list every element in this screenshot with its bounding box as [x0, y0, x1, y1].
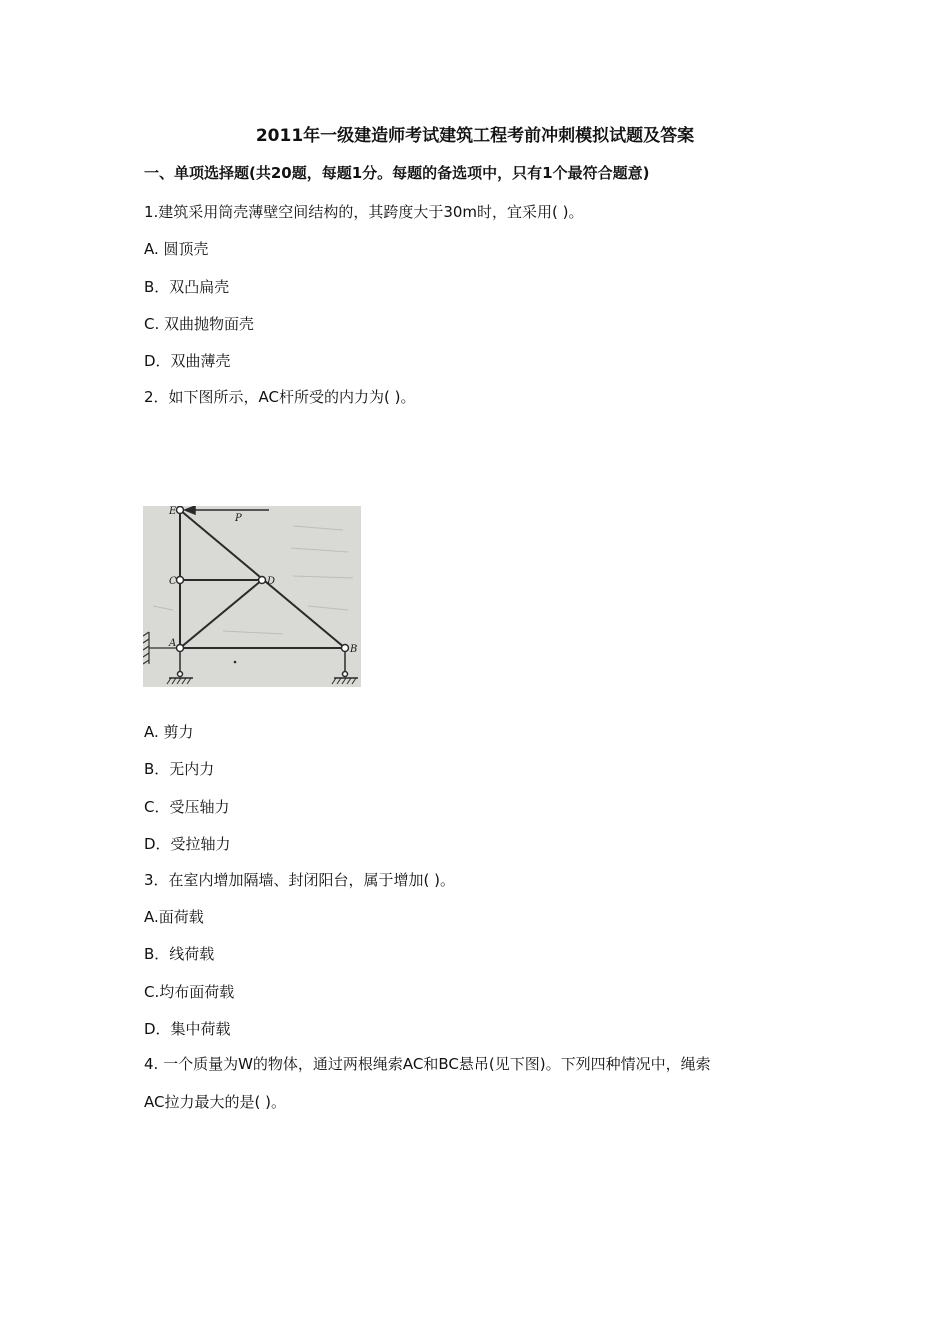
section-heading: 一、单项选择题(共20题，每题1分。每题的备选项中，只有1个最符合题意)	[144, 164, 650, 182]
joint-e	[177, 507, 184, 514]
label-e: E	[169, 506, 177, 517]
question-1-option-b: B．双凸扁壳	[144, 278, 230, 296]
question-4-stem-line-1: 4. 一个质量为W的物体，通过两根绳索AC和BC悬吊(见下图)。下列四种情况中，绳索	[144, 1055, 711, 1073]
label-a: A	[169, 638, 177, 649]
truss-figure	[143, 506, 361, 687]
question-3-stem: 3．在室内增加隔墙、封闭阳台，属于增加( )。	[144, 871, 456, 889]
question-1-stem: 1.建筑采用筒壳薄壁空间结构的，其跨度大于30m时，宜采用( )。	[144, 203, 584, 221]
truss-diagram	[143, 506, 361, 687]
member-ad	[180, 580, 262, 648]
joint-c	[177, 577, 184, 584]
question-4-stem-line-2: AC拉力最大的是( )。	[144, 1093, 286, 1111]
question-3-option-d: D．集中荷载	[144, 1020, 231, 1038]
question-1-option-c: C. 双曲抛物面壳	[144, 315, 255, 333]
question-3-option-b: B．线荷载	[144, 945, 215, 963]
document-title: 2011年一级建造师考试建筑工程考前冲刺模拟试题及答案	[255, 126, 695, 146]
joint-a	[177, 645, 184, 652]
question-3-option-c: C.均布面荷载	[144, 983, 235, 1001]
joint-d	[259, 577, 266, 584]
joint-b	[342, 645, 349, 652]
question-1-option-a: A. 圆顶壳	[144, 240, 209, 258]
question-3-option-a: A.面荷载	[144, 908, 204, 926]
question-2-option-c: C．受压轴力	[144, 798, 230, 816]
label-p: P	[235, 513, 242, 524]
question-2-stem: 2．如下图所示，AC杆所受的内力为( )。	[144, 388, 416, 406]
label-d: D	[267, 576, 276, 587]
speck-dot	[234, 661, 237, 664]
load-arrow-p	[185, 506, 269, 514]
question-2-option-d: D．受拉轴力	[144, 835, 231, 853]
support-a	[167, 652, 193, 684]
label-c: C	[169, 576, 177, 587]
question-1-option-d: D．双曲薄壳	[144, 352, 231, 370]
question-2-option-a: A. 剪力	[144, 723, 194, 741]
question-2-option-b: B．无内力	[144, 760, 215, 778]
label-b: B	[350, 644, 358, 655]
support-b	[332, 652, 358, 684]
